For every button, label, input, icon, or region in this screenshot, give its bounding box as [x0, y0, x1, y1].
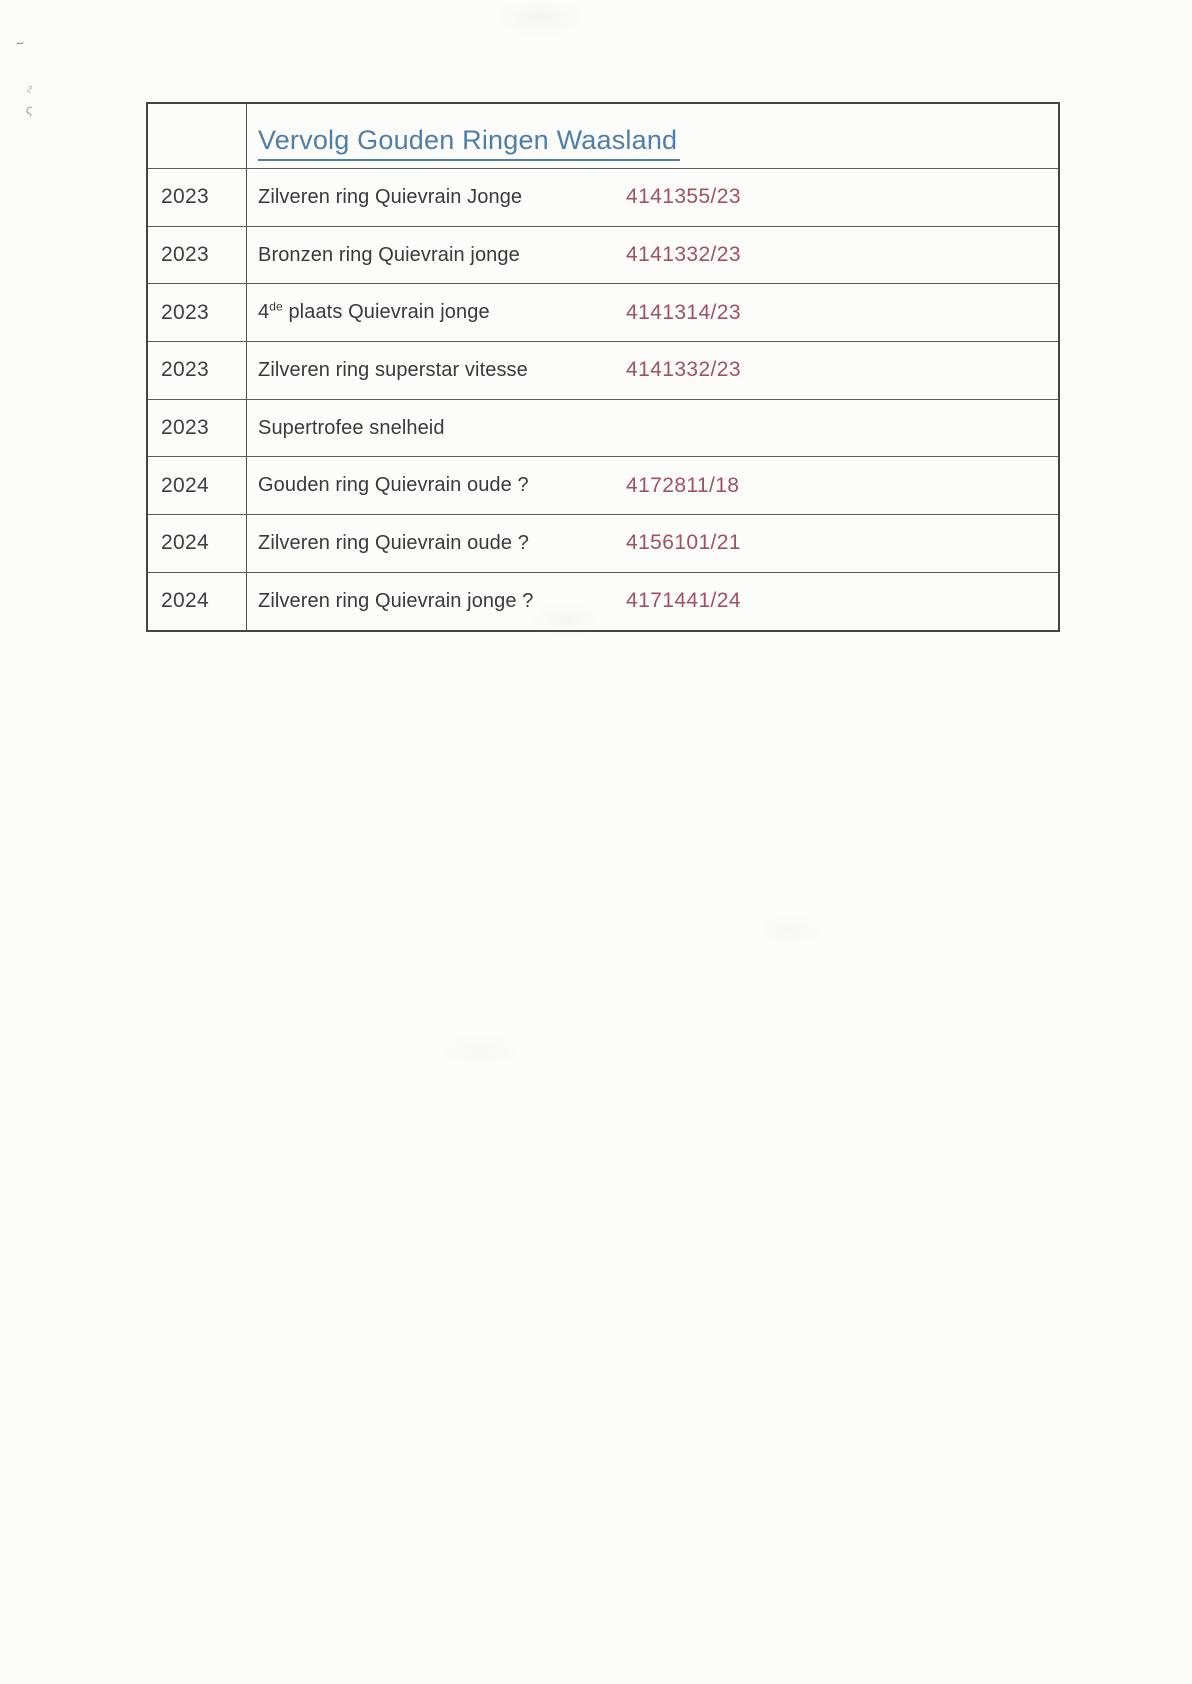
year-cell — [148, 457, 247, 514]
description-cell — [247, 573, 1058, 630]
ring-number: 4141332/23 — [626, 243, 741, 267]
description-cell — [247, 342, 1058, 399]
description-prefix: Zilveren ring superstar vitesse — [258, 358, 528, 381]
table-title: Vervolg Gouden Ringen Waasland — [258, 125, 680, 161]
year-cell — [148, 169, 247, 226]
year-text: 2023 — [161, 300, 209, 324]
prize-table — [146, 102, 1060, 632]
description-prefix: Zilveren ring Quievrain jonge ? — [258, 589, 534, 612]
year-text: 2023 — [161, 243, 209, 267]
scan-artifact: ~ — [14, 34, 26, 52]
description-text — [258, 301, 490, 324]
table-row — [148, 283, 1058, 341]
description-text — [258, 590, 533, 613]
year-text: 2024 — [161, 589, 209, 613]
year-text: 2024 — [161, 531, 209, 555]
description-text — [258, 359, 528, 382]
table-body — [148, 168, 1058, 630]
description-prefix: Supertrofee snelheid — [258, 416, 445, 439]
ring-number: 4141314/23 — [626, 300, 741, 324]
table-row — [148, 168, 1058, 226]
ring-number: 4171441/24 — [626, 589, 741, 613]
description-text — [258, 186, 522, 209]
description-text — [258, 417, 445, 440]
description-prefix: Bronzen ring Quievrain jonge — [258, 243, 520, 266]
year-cell — [148, 573, 247, 630]
scan-artifact: ∿ — [22, 83, 37, 96]
table-row — [148, 341, 1058, 399]
description-cell — [247, 400, 1058, 457]
year-text: 2023 — [161, 185, 209, 209]
table-row — [148, 514, 1058, 572]
header-year-cell — [148, 104, 247, 168]
year-cell — [148, 400, 247, 457]
scan-artifact: ς — [24, 100, 34, 118]
description-text — [258, 474, 529, 497]
ring-number: 4141355/23 — [626, 185, 741, 209]
table-row — [148, 399, 1058, 457]
description-cell — [247, 227, 1058, 284]
year-cell — [148, 515, 247, 572]
table-row — [148, 226, 1058, 284]
description-prefix: Zilveren ring Quievrain Jonge — [258, 185, 523, 208]
ring-number: 4156101/21 — [626, 531, 741, 555]
year-text: 2023 — [161, 358, 209, 382]
description-text — [258, 244, 520, 267]
year-text: 2024 — [161, 473, 209, 497]
description-suffix: plaats Quievrain jonge — [282, 301, 490, 324]
table-row — [148, 572, 1058, 630]
description-cell — [247, 284, 1058, 341]
description-cell — [247, 169, 1058, 226]
year-cell — [148, 227, 247, 284]
header-title-cell — [247, 104, 1058, 168]
description-prefix: Gouden ring Quievrain oude ? — [258, 474, 529, 497]
year-text: 2023 — [161, 416, 209, 440]
description-text — [258, 532, 529, 555]
description-superscript: de — [269, 299, 283, 314]
year-cell — [148, 284, 247, 341]
year-cell — [148, 342, 247, 399]
table-row — [148, 456, 1058, 514]
description-prefix: Zilveren ring Quievrain oude ? — [258, 531, 529, 554]
description-cell — [247, 457, 1058, 514]
description-prefix: 4 — [258, 301, 270, 324]
ring-number: 4141332/23 — [626, 358, 741, 382]
description-cell — [247, 515, 1058, 572]
ring-number: 4172811/18 — [626, 473, 740, 497]
table-header-row — [148, 104, 1058, 168]
